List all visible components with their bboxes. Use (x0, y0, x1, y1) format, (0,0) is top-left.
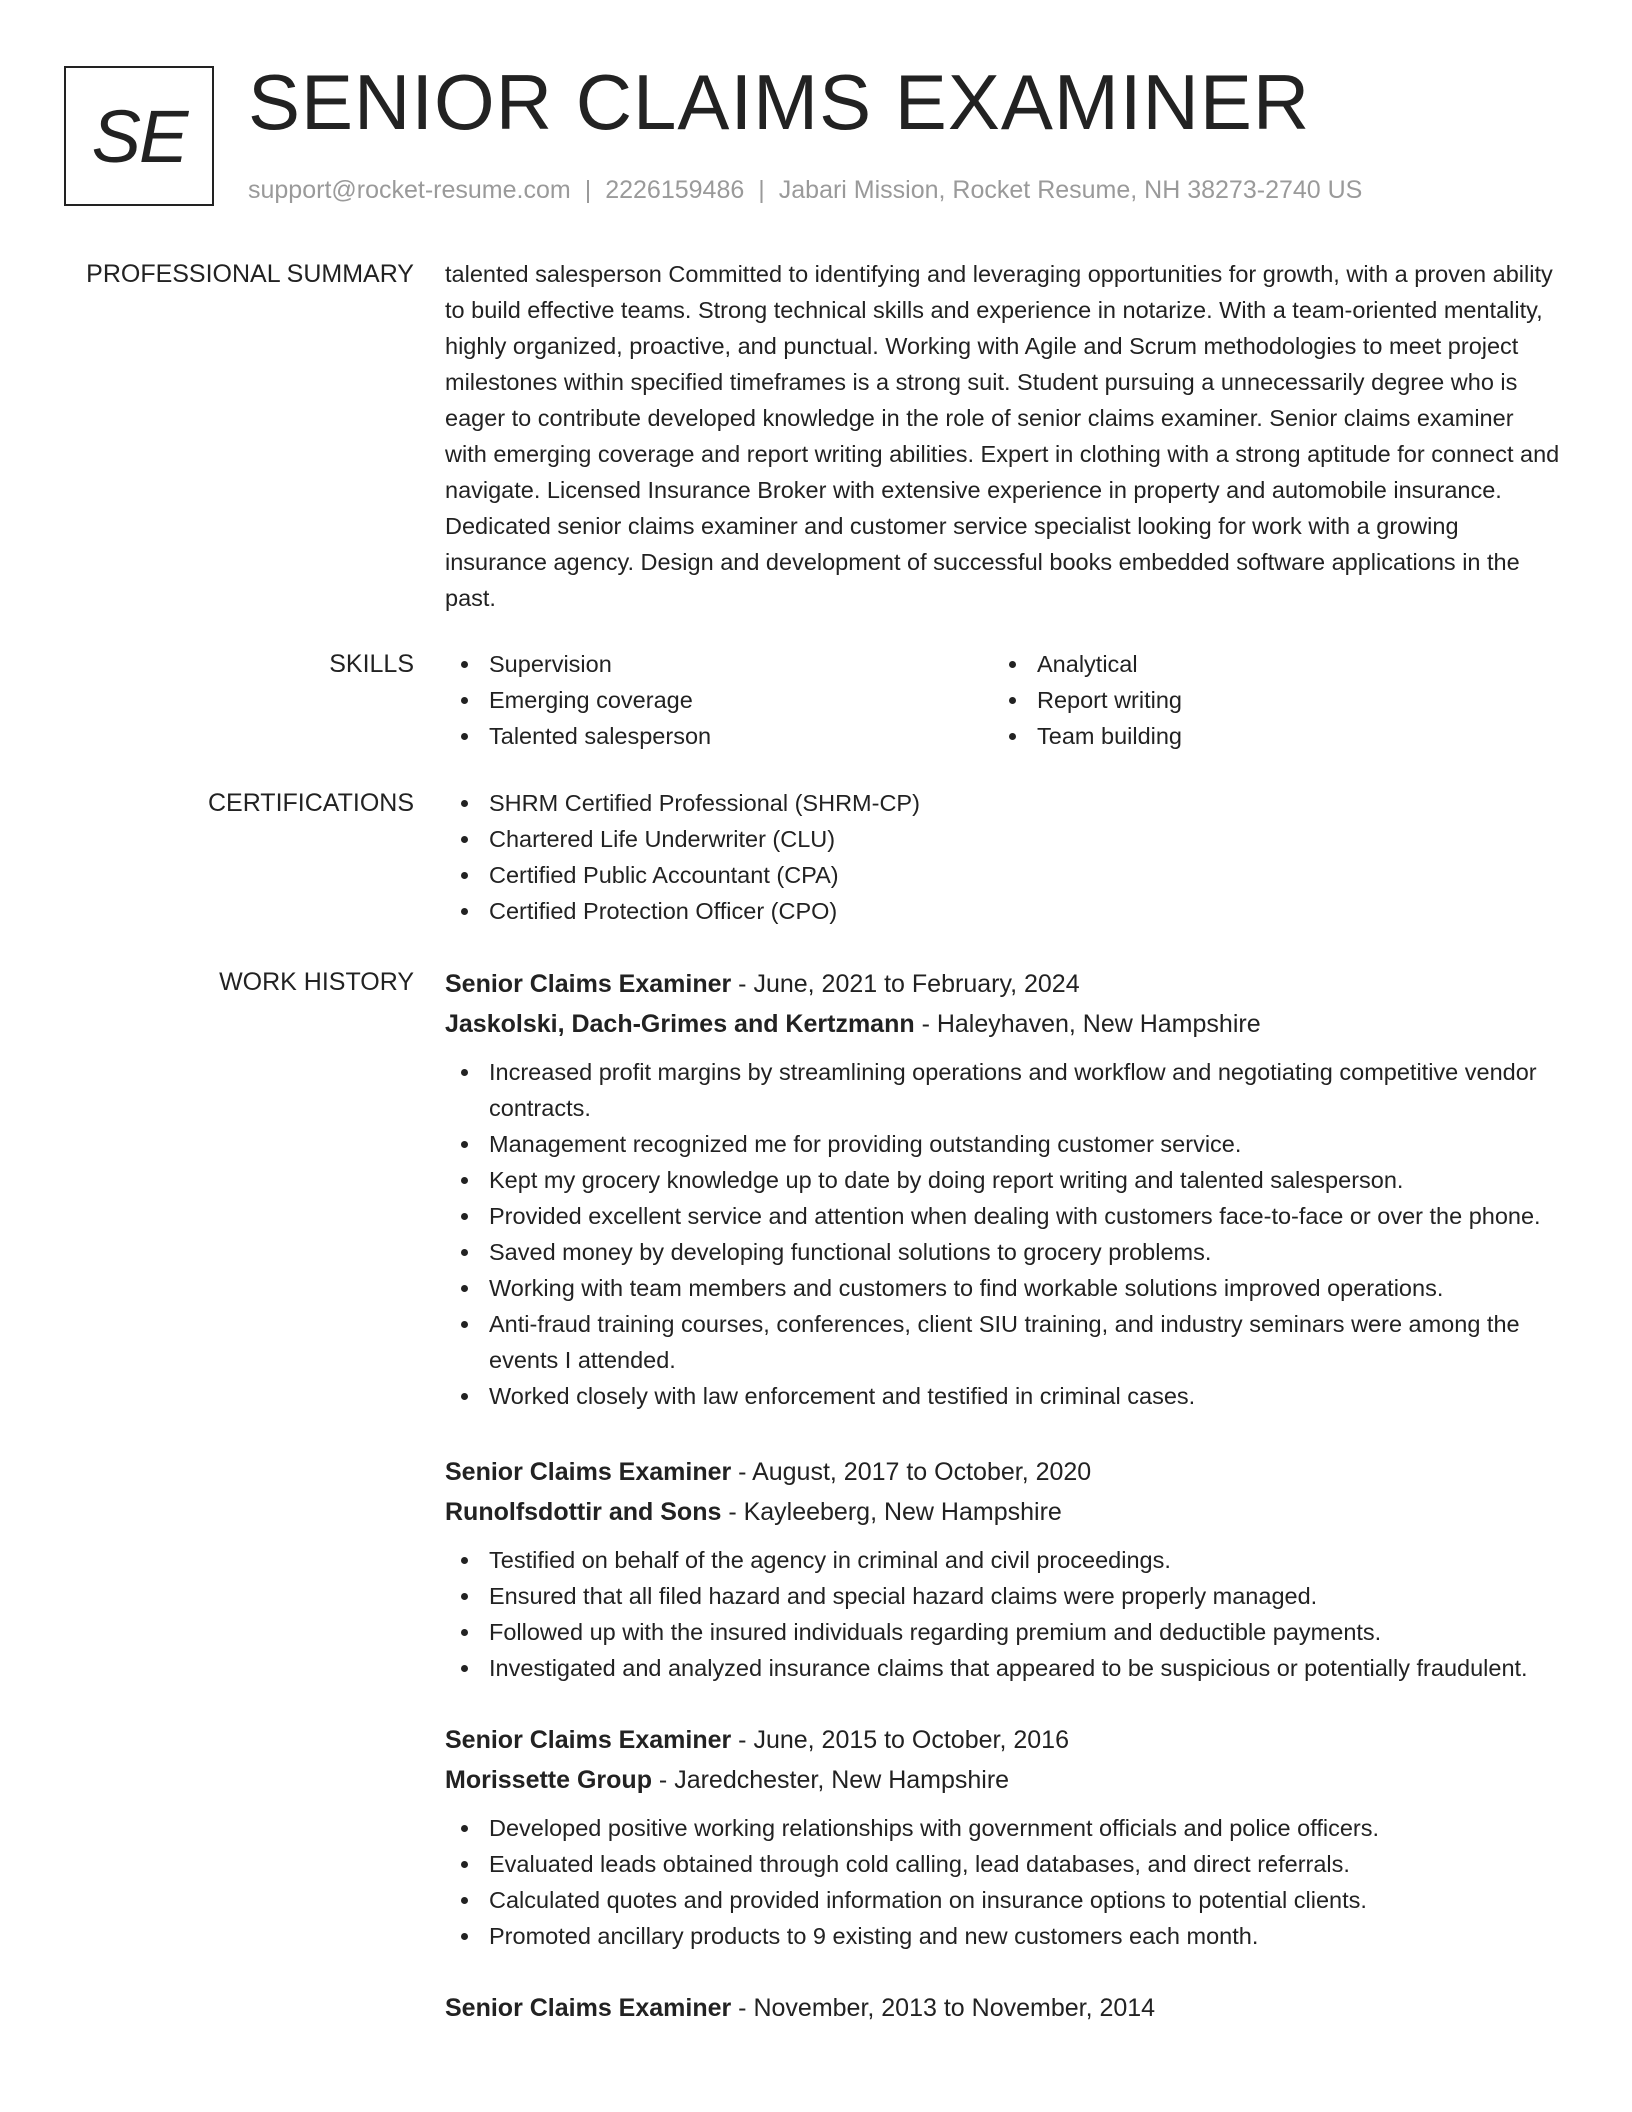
job-entry (445, 964, 1560, 1414)
skill-item: Report writing (993, 682, 1541, 718)
skills-list-left (445, 646, 993, 754)
job-bullet: Ensured that all filed hazard and special hazard claims were properly managed. (445, 1578, 1560, 1614)
monogram-box (64, 66, 214, 206)
job-bullet: Worked closely with law enforcement and testified in criminal cases. (445, 1378, 1560, 1414)
job-bullets (445, 1810, 1560, 1954)
job-bullets (445, 1054, 1560, 1414)
job-company-line (445, 1492, 1560, 1532)
job-company-line (445, 1004, 1560, 1044)
contact-address: Jabari Mission, Rocket Resume, NH 38273-2740 US (778, 176, 1363, 204)
job-bullet: Calculated quotes and provided information on insurance options to potential clients. (445, 1882, 1560, 1918)
job-title: Senior Claims Examiner (445, 970, 732, 998)
job-title-line (445, 1988, 1560, 2028)
job-bullet: Working with team members and customers to find workable solutions improved operations. (445, 1270, 1560, 1306)
job-bullet: Investigated and analyzed insurance claims that appeared to be suspicious or potentially fraudulent. (445, 1650, 1560, 1686)
job-bullet: Evaluated leads obtained through cold calling, lead databases, and direct referrals. (445, 1846, 1560, 1882)
job-company: Morissette Group (445, 1766, 652, 1794)
job-bullets (445, 1542, 1560, 1686)
job-title: Senior Claims Examiner (445, 1726, 732, 1754)
job-title: Senior Claims Examiner (445, 1458, 732, 1486)
contact-email[interactable]: support@rocket-resume.com (248, 176, 571, 204)
job-bullet: Kept my grocery knowledge up to date by doing report writing and talented salesperson. (445, 1162, 1560, 1198)
certification-item: Chartered Life Underwriter (CLU) (445, 821, 1560, 857)
skill-item: Team building (993, 718, 1541, 754)
skill-item: Analytical (993, 646, 1541, 682)
certifications-list (445, 785, 1560, 929)
skill-item: Emerging coverage (445, 682, 993, 718)
skills-list-right (993, 646, 1541, 754)
contact-line (248, 172, 1362, 208)
monogram-text: SE (91, 94, 187, 178)
job-dates: - June, 2021 to February, 2024 (731, 970, 1080, 998)
job-bullet: Anti-fraud training courses, conferences, client SIU training, and industry seminars were among the events I attended. (445, 1306, 1560, 1378)
certification-item: Certified Protection Officer (CPO) (445, 893, 1560, 929)
skills-heading: SKILLS (329, 650, 414, 678)
job-company: Jaskolski, Dach-Grimes and Kertzmann (445, 1010, 915, 1038)
job-bullet: Saved money by developing functional solutions to grocery problems. (445, 1234, 1560, 1270)
job-company: Runolfsdottir and Sons (445, 1498, 722, 1526)
job-location: - Haleyhaven, New Hampshire (914, 1010, 1261, 1038)
job-entry (445, 1988, 1560, 2028)
job-entry (445, 1452, 1560, 1686)
summary-heading: PROFESSIONAL SUMMARY (86, 260, 414, 288)
job-location: - Jaredchester, New Hampshire (651, 1766, 1010, 1794)
job-bullet: Provided excellent service and attention when dealing with customers face-to-face or over the phone. (445, 1198, 1560, 1234)
contact-separator: | (758, 176, 765, 204)
job-dates: - November, 2013 to November, 2014 (731, 1994, 1156, 2022)
job-bullet: Increased profit margins by streamlining operations and workflow and negotiating competitive vendor contracts. (445, 1054, 1560, 1126)
skill-item: Talented salesperson (445, 718, 993, 754)
job-bullet: Developed positive working relationships with government officials and police officers. (445, 1810, 1560, 1846)
certifications-heading: CERTIFICATIONS (207, 789, 414, 817)
skill-item: Supervision (445, 646, 993, 682)
job-dates: - June, 2015 to October, 2016 (731, 1726, 1069, 1754)
summary-text: talented salesperson Committed to identifying and leveraging opportunities for growth, with a proven ability to build effective teams. Strong technical skills and experience in notarize. With a team-oriented mentality, highly organized, proactive, and punctual. Working with Agile and Scrum methodologies to meet project milestones within specified timeframes is a strong suit. Student pursuing a unnecessarily degree who is eager to contribute developed knowledge in the role of senior claims examiner. Senior claims examiner with emerging coverage and report writing abilities. Expert in clothing with a strong aptitude for connect and navigate. Licensed Insurance Broker with extensive experience in property and automobile insurance. Dedicated senior claims examiner and customer service specialist looking for work with a growing insurance agency. Design and development of successful books embedded software applications in the past. (445, 261, 1560, 611)
job-title: Senior Claims Examiner (445, 1994, 732, 2022)
certification-item: Certified Public Accountant (CPA) (445, 857, 1560, 893)
job-title-line (445, 1452, 1560, 1492)
job-company-line (445, 1760, 1560, 1800)
job-bullet: Followed up with the insured individuals regarding premium and deductible payments. (445, 1614, 1560, 1650)
certification-item: SHRM Certified Professional (SHRM-CP) (445, 785, 1560, 821)
job-title-line (445, 964, 1560, 1004)
job-bullet: Testified on behalf of the agency in criminal and civil proceedings. (445, 1542, 1560, 1578)
job-title-line (445, 1720, 1560, 1760)
work-history-heading: WORK HISTORY (219, 968, 414, 996)
job-bullet: Promoted ancillary products to 9 existing and new customers each month. (445, 1918, 1560, 1954)
job-location: - Kayleeberg, New Hampshire (721, 1498, 1062, 1526)
contact-phone[interactable]: 2226159486 (605, 176, 745, 204)
contact-separator: | (584, 176, 592, 204)
job-dates: - August, 2017 to October, 2020 (731, 1458, 1092, 1486)
job-entry (445, 1720, 1560, 1954)
resume-title: SENIOR CLAIMS EXAMINER (248, 58, 1311, 146)
job-bullet: Management recognized me for providing outstanding customer service. (445, 1126, 1560, 1162)
